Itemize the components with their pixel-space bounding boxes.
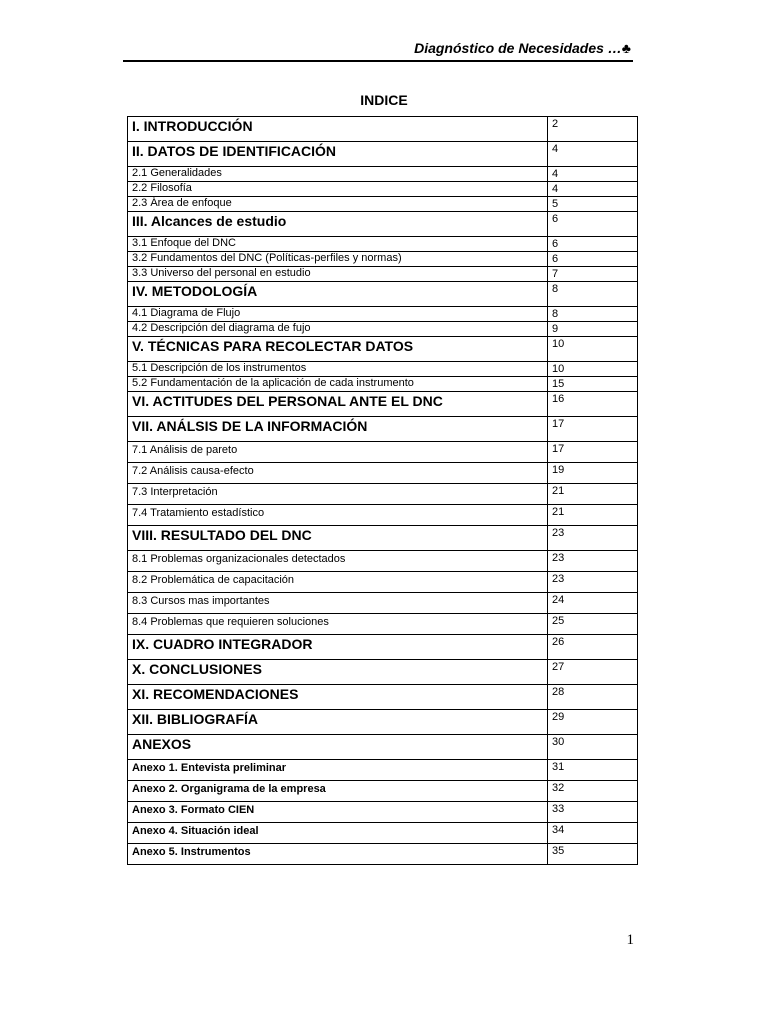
toc-entry-page: 9	[548, 322, 638, 337]
toc-entry-page: 10	[548, 362, 638, 377]
toc-entry-label: Anexo 4. Situación ideal	[128, 823, 548, 844]
toc-entry-label: 3.3 Universo del personal en estudio	[128, 267, 548, 282]
header-title: Diagnóstico de Necesidades …♣	[414, 40, 631, 56]
toc-row	[128, 802, 638, 823]
toc-entry-page: 8	[548, 307, 638, 322]
toc-body	[128, 117, 638, 865]
toc-entry-page: 6	[548, 212, 638, 237]
toc-row	[128, 267, 638, 282]
toc-entry-page: 10	[548, 337, 638, 362]
toc-row	[128, 635, 638, 660]
toc-row	[128, 685, 638, 710]
toc-row	[128, 337, 638, 362]
toc-entry-label: V. TÉCNICAS PARA RECOLECTAR DATOS	[128, 337, 548, 362]
toc-entry-label: X. CONCLUSIONES	[128, 660, 548, 685]
toc-entry-page: 30	[548, 735, 638, 760]
toc-entry-label: ANEXOS	[128, 735, 548, 760]
toc-row	[128, 237, 638, 252]
toc-entry-label: 2.3 Área de enfoque	[128, 197, 548, 212]
toc-entry-page: 25	[548, 614, 638, 635]
toc-row	[128, 252, 638, 267]
toc-row	[128, 844, 638, 865]
toc-entry-label: 2.1 Generalidades	[128, 167, 548, 182]
toc-entry-label: 4.1 Diagrama de Flujo	[128, 307, 548, 322]
toc-entry-page: 34	[548, 823, 638, 844]
toc-row	[128, 572, 638, 593]
toc-row	[128, 117, 638, 142]
toc-row	[128, 505, 638, 526]
table-of-contents	[127, 116, 638, 865]
toc-entry-label: 3.2 Fundamentos del DNC (Políticas-perfiles y normas)	[128, 252, 548, 267]
page-number: 1	[626, 932, 634, 948]
toc-entry-page: 21	[548, 505, 638, 526]
toc-entry-page: 29	[548, 710, 638, 735]
toc-entry-label: 2.2 Filosofía	[128, 182, 548, 197]
toc-entry-page: 2	[548, 117, 638, 142]
toc-row	[128, 307, 638, 322]
toc-entry-page: 23	[548, 551, 638, 572]
toc-entry-page: 27	[548, 660, 638, 685]
toc-row	[128, 823, 638, 844]
toc-entry-page: 4	[548, 167, 638, 182]
index-title: INDICE	[360, 92, 408, 108]
toc-entry-label: Anexo 5. Instrumentos	[128, 844, 548, 865]
toc-entry-page: 21	[548, 484, 638, 505]
toc-row	[128, 735, 638, 760]
toc-entry-page: 26	[548, 635, 638, 660]
toc-entry-page: 33	[548, 802, 638, 823]
toc-entry-page: 24	[548, 593, 638, 614]
toc-row	[128, 197, 638, 212]
toc-entry-page: 17	[548, 417, 638, 442]
toc-row	[128, 660, 638, 685]
toc-entry-label: 4.2 Descripción del diagrama de fujo	[128, 322, 548, 337]
toc-entry-page: 35	[548, 844, 638, 865]
toc-entry-page: 7	[548, 267, 638, 282]
toc-entry-label: 5.2 Fundamentación de la aplicación de cada instrumento	[128, 377, 548, 392]
toc-entry-label: III. Alcances de estudio	[128, 212, 548, 237]
toc-row	[128, 142, 638, 167]
toc-entry-page: 19	[548, 463, 638, 484]
toc-entry-page: 5	[548, 197, 638, 212]
toc-entry-label: IV. METODOLOGÍA	[128, 282, 548, 307]
toc-entry-label: 5.1 Descripción de los instrumentos	[128, 362, 548, 377]
toc-entry-label: II. DATOS DE IDENTIFICACIÓN	[128, 142, 548, 167]
toc-row	[128, 362, 638, 377]
toc-row	[128, 442, 638, 463]
toc-row	[128, 526, 638, 551]
toc-entry-label: 8.1 Problemas organizacionales detectados	[128, 551, 548, 572]
toc-row	[128, 377, 638, 392]
toc-entry-label: Anexo 2. Organigrama de la empresa	[128, 781, 548, 802]
toc-entry-page: 23	[548, 572, 638, 593]
toc-row	[128, 484, 638, 505]
toc-entry-label: 7.1 Análisis de pareto	[128, 442, 548, 463]
toc-entry-page: 28	[548, 685, 638, 710]
running-header	[123, 38, 633, 62]
toc-entry-page: 8	[548, 282, 638, 307]
toc-entry-label: IX. CUADRO INTEGRADOR	[128, 635, 548, 660]
toc-entry-label: 7.2 Análisis causa-efecto	[128, 463, 548, 484]
toc-row	[128, 760, 638, 781]
toc-entry-label: XI. RECOMENDACIONES	[128, 685, 548, 710]
toc-entry-label: VI. ACTITUDES DEL PERSONAL ANTE EL DNC	[128, 392, 548, 417]
toc-entry-page: 23	[548, 526, 638, 551]
toc-entry-label: 3.1 Enfoque del DNC	[128, 237, 548, 252]
toc-entry-page: 4	[548, 142, 638, 167]
toc-row	[128, 551, 638, 572]
toc-entry-page: 15	[548, 377, 638, 392]
toc-entry-label: Anexo 1. Entevista preliminar	[128, 760, 548, 781]
toc-row	[128, 463, 638, 484]
toc-row	[128, 322, 638, 337]
toc-entry-page: 4	[548, 182, 638, 197]
toc-entry-label: 7.4 Tratamiento estadístico	[128, 505, 548, 526]
toc-entry-label: 8.4 Problemas que requieren soluciones	[128, 614, 548, 635]
toc-entry-page: 16	[548, 392, 638, 417]
toc-entry-page: 31	[548, 760, 638, 781]
toc-entry-label: VII. ANÁLSIS DE LA INFORMACIÓN	[128, 417, 548, 442]
toc-entry-page: 32	[548, 781, 638, 802]
toc-entry-label: 8.2 Problemática de capacitación	[128, 572, 548, 593]
toc-row	[128, 710, 638, 735]
toc-row	[128, 392, 638, 417]
toc-entry-label: I. INTRODUCCIÓN	[128, 117, 548, 142]
toc-entry-label: 8.3 Cursos mas importantes	[128, 593, 548, 614]
toc-row	[128, 614, 638, 635]
toc-row	[128, 182, 638, 197]
toc-row	[128, 212, 638, 237]
toc-row	[128, 417, 638, 442]
toc-row	[128, 593, 638, 614]
toc-entry-label: Anexo 3. Formato CIEN	[128, 802, 548, 823]
toc-row	[128, 167, 638, 182]
toc-entry-page: 6	[548, 237, 638, 252]
toc-row	[128, 282, 638, 307]
toc-entry-label: XII. BIBLIOGRAFÍA	[128, 710, 548, 735]
toc-entry-page: 6	[548, 252, 638, 267]
toc-entry-label: 7.3 Interpretación	[128, 484, 548, 505]
toc-entry-page: 17	[548, 442, 638, 463]
toc-row	[128, 781, 638, 802]
toc-entry-label: VIII. RESULTADO DEL DNC	[128, 526, 548, 551]
